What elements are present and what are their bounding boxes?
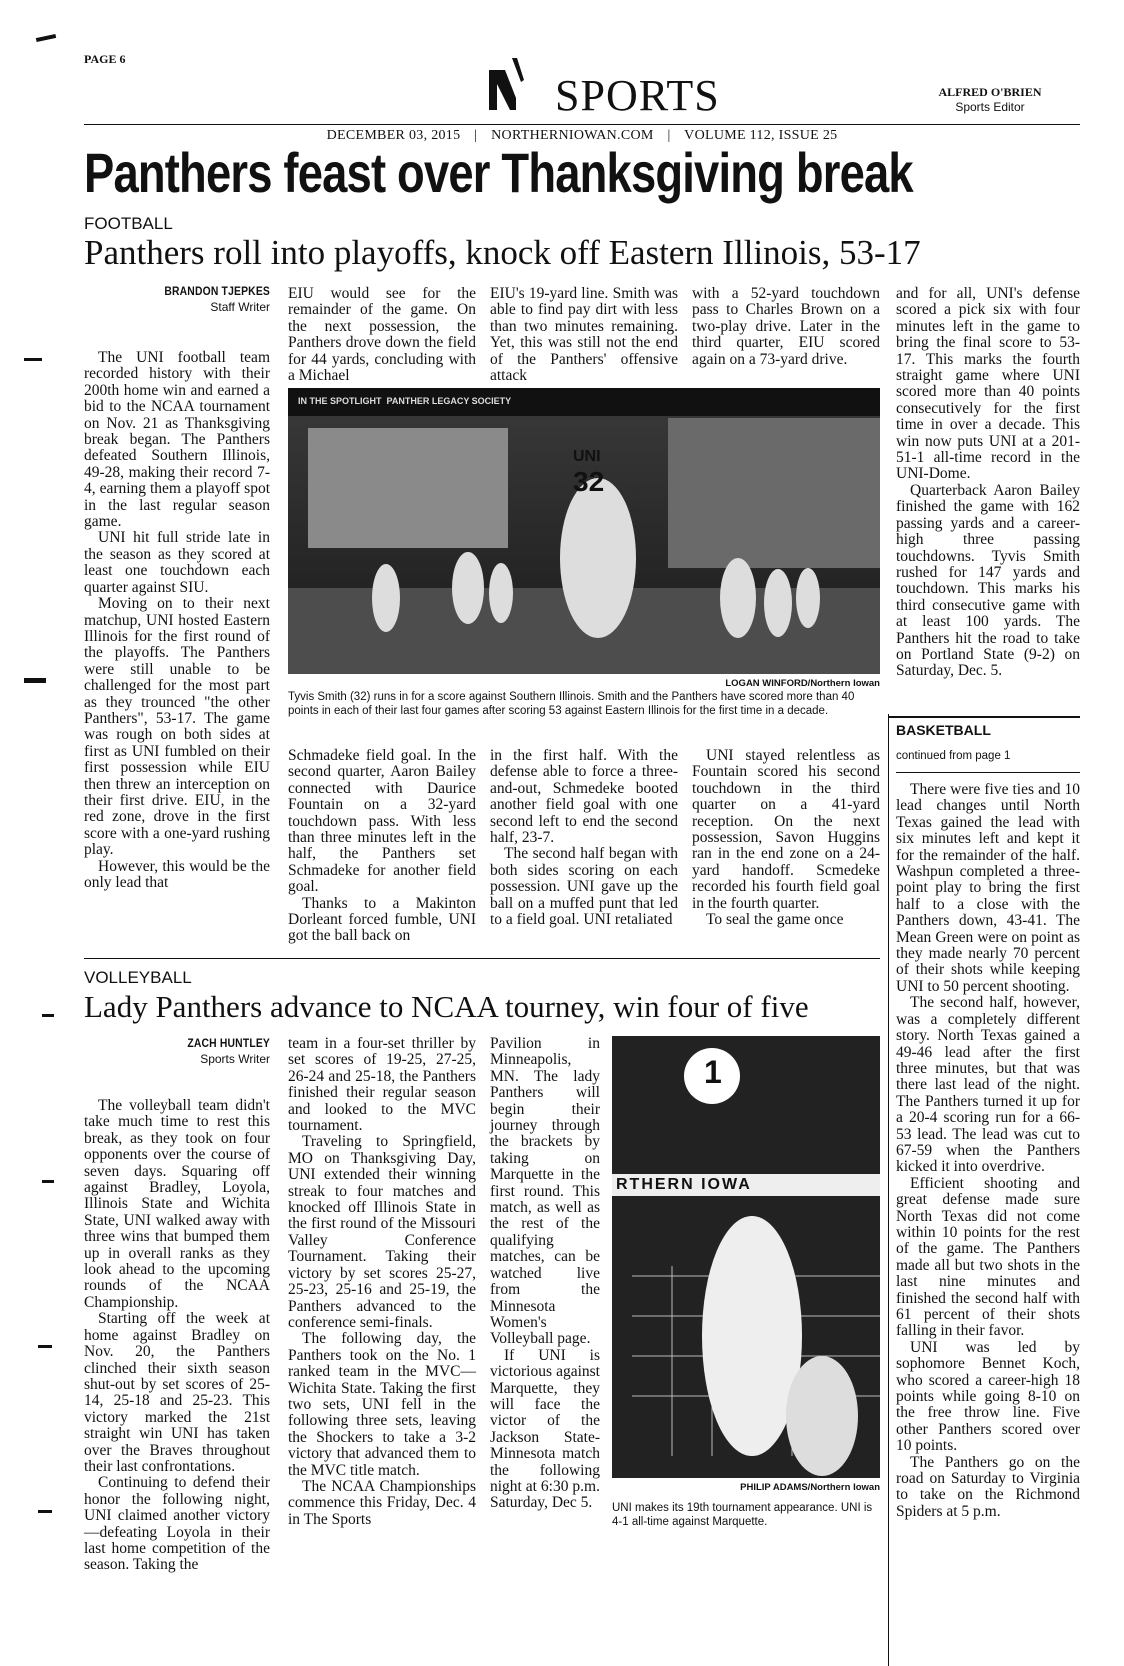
paragraph: UNI hit full stride late in the season as they scored at least one touchdown each quarter against SIU. [84,529,270,596]
paragraph: Efficient shooting and great defense made sure North Texas did not come within 10 points for the rest of the game. The Panthers made all but two shots in the last nine minutes and finished the second half with 61 percent of their shots falling in their favor. [896,1174,1080,1340]
paragraph: If UNI is victorious against Marquette, they will face the victor of the Jackson State-Minnesota match the following night at 6:30 p.m. Saturday, Dec 5. [490,1346,600,1512]
basketball-sub-rule [896,772,1080,773]
paragraph: To seal the game once [706,911,844,929]
football-photo-image [288,388,880,674]
paragraph: UNI was led by sophomore Bennet Koch, who scored a career-high 18 points while going 8-10 on the free throw line. Five other Panthers scored over 10 points. [896,1338,1080,1455]
issue-site: NORTHERNIOWAN.COM [491,128,654,143]
football-author-role: Staff Writer [210,300,270,314]
football-col-3-top [490,286,678,384]
paragraph: The NCAA Championships commence this Friday, Dec. 4 in The Sports [288,1477,476,1528]
volleyball-author-role: Sports Writer [200,1052,270,1066]
paragraph: UNI stayed relentless as Fountain scored his second touchdown in the third quarter on a 41-yard reception. On the next possession, Savon Huggins ran in the end zone on a 24-yard handoff. Scmedeke recorded his fourth field goal in the fourth quarter. [692,747,880,912]
volleyball-col-3 [490,1036,600,1512]
basketball-continued: continued from page 1 [896,750,1011,762]
volleyball-photo-image [612,1036,880,1478]
paragraph: in the first half. With the defense able to force a three-and-out, Schmedeke booted another field goal with one second left to end the second half, 23-7. [490,747,678,847]
paragraph: and for all, UNI's defense scored a pick six with four minutes left in the game to bring the final score to 53-17. This marks the fourth straight game where UNI scored more than 40 points consecutively for the first time in over a decade. This win now puts UNI at a 201-51-1 all-time record in the UNI-Dome. [896,285,1080,483]
paragraph: with a 52-yard touchdown pass to Charles Brown on a two-play drive. Later in the third quarter, EIU scored again on a 73-yard drive. [692,285,880,368]
scan-mark [42,1014,54,1017]
football-col-3-bottom [490,748,678,928]
football-byline [150,286,270,314]
volleyball-author: ZACH HUNTLEY [187,1038,270,1050]
issue-separator: | [474,128,478,143]
football-col-4-bottom [692,748,880,928]
volleyball-photo [612,1036,880,1478]
issue-date: DECEMBER 03, 2015 [326,128,461,143]
football-author: BRANDON TJEPKES [164,286,270,298]
paragraph: Moving on to their next matchup, UNI hosted Eastern Illinois for the first round of the playoffs. The Panthers were still unable to be challenged for the most part as they trounced "the other Panthers", 53-17. The game was rough on both sides at first as UNI fumbled on their first possession while EIU then threw an interception on their first drive. EIU, in the red zone, drove in the first score with a one-yard rushing play. [84,595,270,859]
paragraph: Thanks to a Makinton Dorleant forced fumble, UNI got the ball back on [288,894,476,945]
jersey-text: UNI [573,448,601,465]
football-col-5 [896,286,1080,680]
paragraph: Quarterback Aaron Bailey finished the game with 162 passing yards and a career-high three passing touchdowns. Tyvis Smith rushed for 147 yards and touchdown. This marks his third consecutive game with at least 100 yards. The Panthers hit the road to take on Portland State (9-2) on Saturday, Dec. 5. [896,481,1080,680]
paragraph: team in a four-set thriller by set scores of 19-25, 27-25, 26-24 and 25-18, the Panthers finished their regular season and looked to the MVC tournament. [288,1035,476,1135]
paragraph: The volleyball team didn't take much time to rest this break, as they took on four opponents over the course of seven days. Squaring off against Bradley, Loyola, Illinois State and Wichita State, UNI walked away with three wins that bumped them up in overall ranks as they look ahead to the upcoming rounds of the NCAA Championship. [84,1097,270,1311]
masthead-rule [84,124,1080,125]
paragraph: However, this would be the only lead that [84,857,270,891]
basketball-section-label: BASKETBALL [896,722,991,738]
football-headline: Panthers roll into playoffs, knock off Eastern Illinois, 53-17 [84,233,921,272]
volleyball-col-2 [288,1036,476,1528]
paragraph: The second half began with both sides scoring on each possession. UNI gave up the ball on a muffed punt that led to a field goal. UNI retaliated [490,845,678,929]
basketball-column [896,782,1080,1520]
photo-banner: RTHERN IOWA [616,1176,752,1193]
scan-mark [24,358,42,361]
volleyball-rule [84,958,880,959]
football-photo-caption: Tyvis Smith (32) runs in for a score against Southern Illinois. Smith and the Panthers have scored more than 40 points in each of their last four games after scoring 53 against Eastern Illinois for the first time in a decade. [288,691,855,717]
volleyball-section-label: VOLLEYBALL [84,968,192,987]
newspaper-logo-icon [488,56,528,112]
football-col-4-top [692,286,880,368]
scan-mark [42,1180,54,1183]
scan-mark [36,34,56,42]
section-title: SPORTS [555,71,720,120]
editor-role: Sports Editor [955,100,1025,114]
main-headline: Panthers feast over Thanksgiving break [84,141,913,204]
paragraph: The Panthers go on the road on Saturday to Virginia to take on the Richmond Spiders at 5 p.m. [896,1453,1080,1520]
football-col-2-top [288,286,476,384]
page-label: PAGE 6 [84,52,126,66]
paragraph: The UNI football team recorded history with their 200th home win and earned a bid to the NCAA tournament on Nov. 21 as Thanksgiving break began. The Panthers defeated Southern Illinois, 49-28, making their record 7-4, earning them a playoff spot in the last regular season game. [84,349,270,531]
volleyball-photo-caption: UNI makes its 19th tournament appearance. UNI is 4-1 all-time against Marquette. [612,1502,873,1528]
issue-volume: VOLUME 112, ISSUE 25 [684,128,838,143]
jersey-number: 32 [573,466,605,497]
paragraph: The second half, however, was a completely different story. North Texas gained a 49-46 lead after the first three minutes, but that was there last lead of the night. The Panthers turned it up for a 20-4 scoring run for a 66-53 lead. The lead was cut to 67-59 when the Panthers kicked it into overdrive. [896,994,1080,1176]
paragraph: EIU's 19-yard line. Smith was able to find pay dirt with less than two minutes remaining. Yet, this was still not the end of the Panthers' offensive attack [490,285,678,385]
basketball-rule [888,714,889,1666]
football-col-2-bottom [288,748,476,945]
scan-mark [24,678,46,683]
volleyball-byline [150,1038,270,1066]
photo-banner: IN THE SPOTLIGHT PANTHER LEGACY SOCIETY [298,396,512,406]
editor-name: ALFRED O'BRIEN [938,85,1042,99]
scan-mark [38,1345,52,1348]
football-photo-credit: LOGAN WINFORD/Northern Iowan [725,678,880,689]
scan-mark [38,1510,52,1513]
volleyball-col-1 [84,1098,270,1574]
paragraph: The following day, the Panthers took on the No. 1 ranked team in the MVC—Wichita State. Taking the first two sets, UNI fell in the following three sets, leaving the Shockers to take a 3-2 victory that advanced them to the MVC title match. [288,1330,476,1479]
paragraph: EIU would see for the remainder of the game. On the next possession, the Panthers drove down the field for 44 yards, concluding with a Michael [288,285,476,385]
volleyball-headline: Lady Panthers advance to NCAA tourney, win four of five [84,989,809,1024]
issue-separator: | [667,128,671,143]
paragraph: Pavilion in Minneapolis, MN. The lady Panthers will begin their journey through the brackets by taking on Marquette in the first round. This match, as well as the rest of the qualifying matches, can be watched live from the Minnesota Women's Volleyball page. [490,1035,600,1348]
paragraph: Starting off the week at home against Bradley on Nov. 20, the Panthers clinched their sixth season shut-out by set scores of 25-14, 25-18 and 25-23. This victory marked the 21st straight win UNI has taken over the Braves throughout their last confrontations. [84,1310,270,1475]
football-section-label: FOOTBALL [84,214,173,233]
football-col-1 [84,350,270,891]
paragraph: Traveling to Springfield, MO on Thanksgiving Day, UNI extended their winning streak to four matches and knocked off Illinois State in the first round of the Missouri Valley Conference Tournament. Taking their victory by set scores 25-27, 25-23, 25-16 and 25-19, the Panthers advanced to the conference semi-finals. [288,1133,476,1331]
volleyball-photo-credit: PHILIP ADAMS/Northern Iowan [740,1482,880,1493]
basketball-top-rule [888,716,1080,718]
paragraph: There were five ties and 10 lead changes until North Texas gained the lead with six minutes left and kept it for the remainder of the half. Washpun completed a three-point play to bring the first half to a close with the Panthers down, 43-41. The Mean Green were on point as they made nearly 70 percent of their shots while keeping UNI to 50 percent shooting. [896,781,1080,995]
scoreboard-text: 1 [704,1054,722,1090]
football-photo [288,388,880,674]
paragraph: Schmadeke field goal. In the second quarter, Aaron Bailey connected with Daurice Fountain on a 32-yard touchdown pass. With less than three minutes left in the half, the Panthers set Schmadeke for another field goal. [288,747,476,896]
paragraph: Continuing to defend their honor the following night, UNI claimed another victory—defeating Loyola in their last home competition of the season. Taking the [84,1474,270,1574]
